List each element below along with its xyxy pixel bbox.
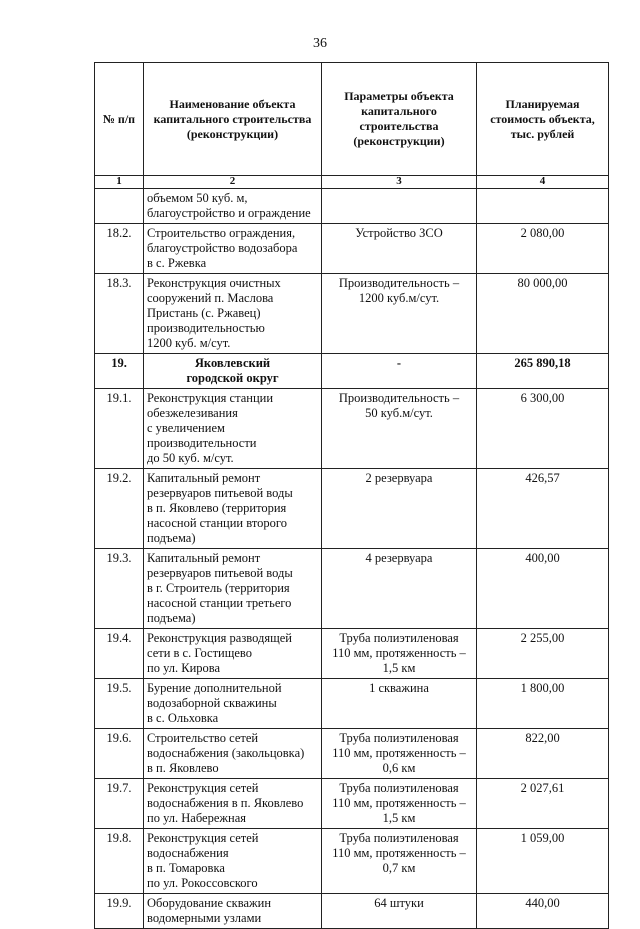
planned-cost: 2 027,61 bbox=[477, 779, 609, 829]
table-row bbox=[95, 549, 609, 629]
planned-cost: 440,00 bbox=[477, 894, 609, 929]
header-planned-cost: Планируемая стоимость объекта, тыс. рублей bbox=[477, 63, 609, 176]
object-name: Реконструкция сетей водоснабжения в п. Томаровка по ул. Рокоссовского bbox=[144, 829, 322, 894]
object-parameters: 1 скважина bbox=[322, 679, 477, 729]
planned-cost: 1 800,00 bbox=[477, 679, 609, 729]
row-number bbox=[95, 189, 144, 224]
page-number: 36 bbox=[313, 36, 327, 51]
object-name: Строительство сетей водоснабжения (закольцовка) в п. Яковлево bbox=[144, 729, 322, 779]
table-row bbox=[95, 389, 609, 469]
row-number: 19.3. bbox=[95, 549, 144, 629]
header-object-name: Наименование объекта капитального строительства (реконструкции) bbox=[144, 63, 322, 176]
row-number: 19.6. bbox=[95, 729, 144, 779]
object-name: Реконструкция сетей водоснабжения в п. Яковлево по ул. Набережная bbox=[144, 779, 322, 829]
planned-cost bbox=[477, 189, 609, 224]
planned-cost: 426,57 bbox=[477, 469, 609, 549]
object-parameters: 2 резервуара bbox=[322, 469, 477, 549]
table-row bbox=[95, 679, 609, 729]
object-name: Строительство ограждения, благоустройство водозабора в с. Ржевка bbox=[144, 224, 322, 274]
planned-cost: 400,00 bbox=[477, 549, 609, 629]
object-parameters: - bbox=[322, 354, 477, 389]
header-row bbox=[95, 63, 609, 176]
object-name: Капитальный ремонт резервуаров питьевой воды в п. Яковлево (территория насосной станции второго подъема) bbox=[144, 469, 322, 549]
column-index: 4 bbox=[477, 176, 609, 189]
object-parameters bbox=[322, 189, 477, 224]
object-parameters: Труба полиэтиленовая 110 мм, протяженность – 0,6 км bbox=[322, 729, 477, 779]
table-group-row bbox=[95, 354, 609, 389]
table-row bbox=[95, 829, 609, 894]
planned-cost: 2 080,00 bbox=[477, 224, 609, 274]
row-number: 19.5. bbox=[95, 679, 144, 729]
column-index: 3 bbox=[322, 176, 477, 189]
object-name: Реконструкция разводящей сети в с. Гостищево по ул. Кирова bbox=[144, 629, 322, 679]
object-parameters: Производительность – 1200 куб.м/сут. bbox=[322, 274, 477, 354]
table-header bbox=[95, 63, 609, 176]
row-number: 18.3. bbox=[95, 274, 144, 354]
row-number: 18.2. bbox=[95, 224, 144, 274]
object-name: Яковлевский городской округ bbox=[144, 354, 322, 389]
table-row bbox=[95, 469, 609, 549]
column-index: 1 bbox=[95, 176, 144, 189]
object-parameters: Труба полиэтиленовая 110 мм, протяженность – 0,7 км bbox=[322, 829, 477, 894]
row-number: 19. bbox=[95, 354, 144, 389]
object-name: Бурение дополнительной водозаборной скважины в с. Ольховка bbox=[144, 679, 322, 729]
planned-cost: 822,00 bbox=[477, 729, 609, 779]
table-body bbox=[95, 176, 609, 929]
table-row bbox=[95, 729, 609, 779]
object-name: Оборудование скважин водомерными узлами bbox=[144, 894, 322, 929]
column-index-row bbox=[95, 176, 609, 189]
row-number: 19.2. bbox=[95, 469, 144, 549]
table-row bbox=[95, 894, 609, 929]
row-number: 19.4. bbox=[95, 629, 144, 679]
table-row bbox=[95, 189, 609, 224]
planned-cost: 2 255,00 bbox=[477, 629, 609, 679]
object-name: Реконструкция очистных сооружений п. Маслова Пристань (с. Ржавец) производительностью 1200 куб. м/сут. bbox=[144, 274, 322, 354]
row-number: 19.9. bbox=[95, 894, 144, 929]
object-parameters: 64 штуки bbox=[322, 894, 477, 929]
capital-construction-table bbox=[94, 62, 609, 929]
row-number: 19.7. bbox=[95, 779, 144, 829]
table-row bbox=[95, 629, 609, 679]
object-name: Реконструкция станции обезжелезивания с увеличением производительности до 50 куб. м/сут. bbox=[144, 389, 322, 469]
header-number: № п/п bbox=[95, 63, 144, 176]
planned-cost: 1 059,00 bbox=[477, 829, 609, 894]
row-number: 19.1. bbox=[95, 389, 144, 469]
table-row bbox=[95, 224, 609, 274]
planned-cost: 6 300,00 bbox=[477, 389, 609, 469]
column-index: 2 bbox=[144, 176, 322, 189]
object-parameters: Труба полиэтиленовая 110 мм, протяженность – 1,5 км bbox=[322, 779, 477, 829]
object-parameters: Устройство ЗСО bbox=[322, 224, 477, 274]
planned-cost: 80 000,00 bbox=[477, 274, 609, 354]
table-row bbox=[95, 779, 609, 829]
object-name: Капитальный ремонт резервуаров питьевой воды в г. Строитель (территория насосной станции третьего подъема) bbox=[144, 549, 322, 629]
object-parameters: Производительность – 50 куб.м/сут. bbox=[322, 389, 477, 469]
header-parameters: Параметры объекта капитального строительства (реконструкции) bbox=[322, 63, 477, 176]
planned-cost: 265 890,18 bbox=[477, 354, 609, 389]
object-parameters: Труба полиэтиленовая 110 мм, протяженность – 1,5 км bbox=[322, 629, 477, 679]
row-number: 19.8. bbox=[95, 829, 144, 894]
table-row bbox=[95, 274, 609, 354]
object-parameters: 4 резервуара bbox=[322, 549, 477, 629]
object-name: объемом 50 куб. м, благоустройство и ограждение bbox=[144, 189, 322, 224]
